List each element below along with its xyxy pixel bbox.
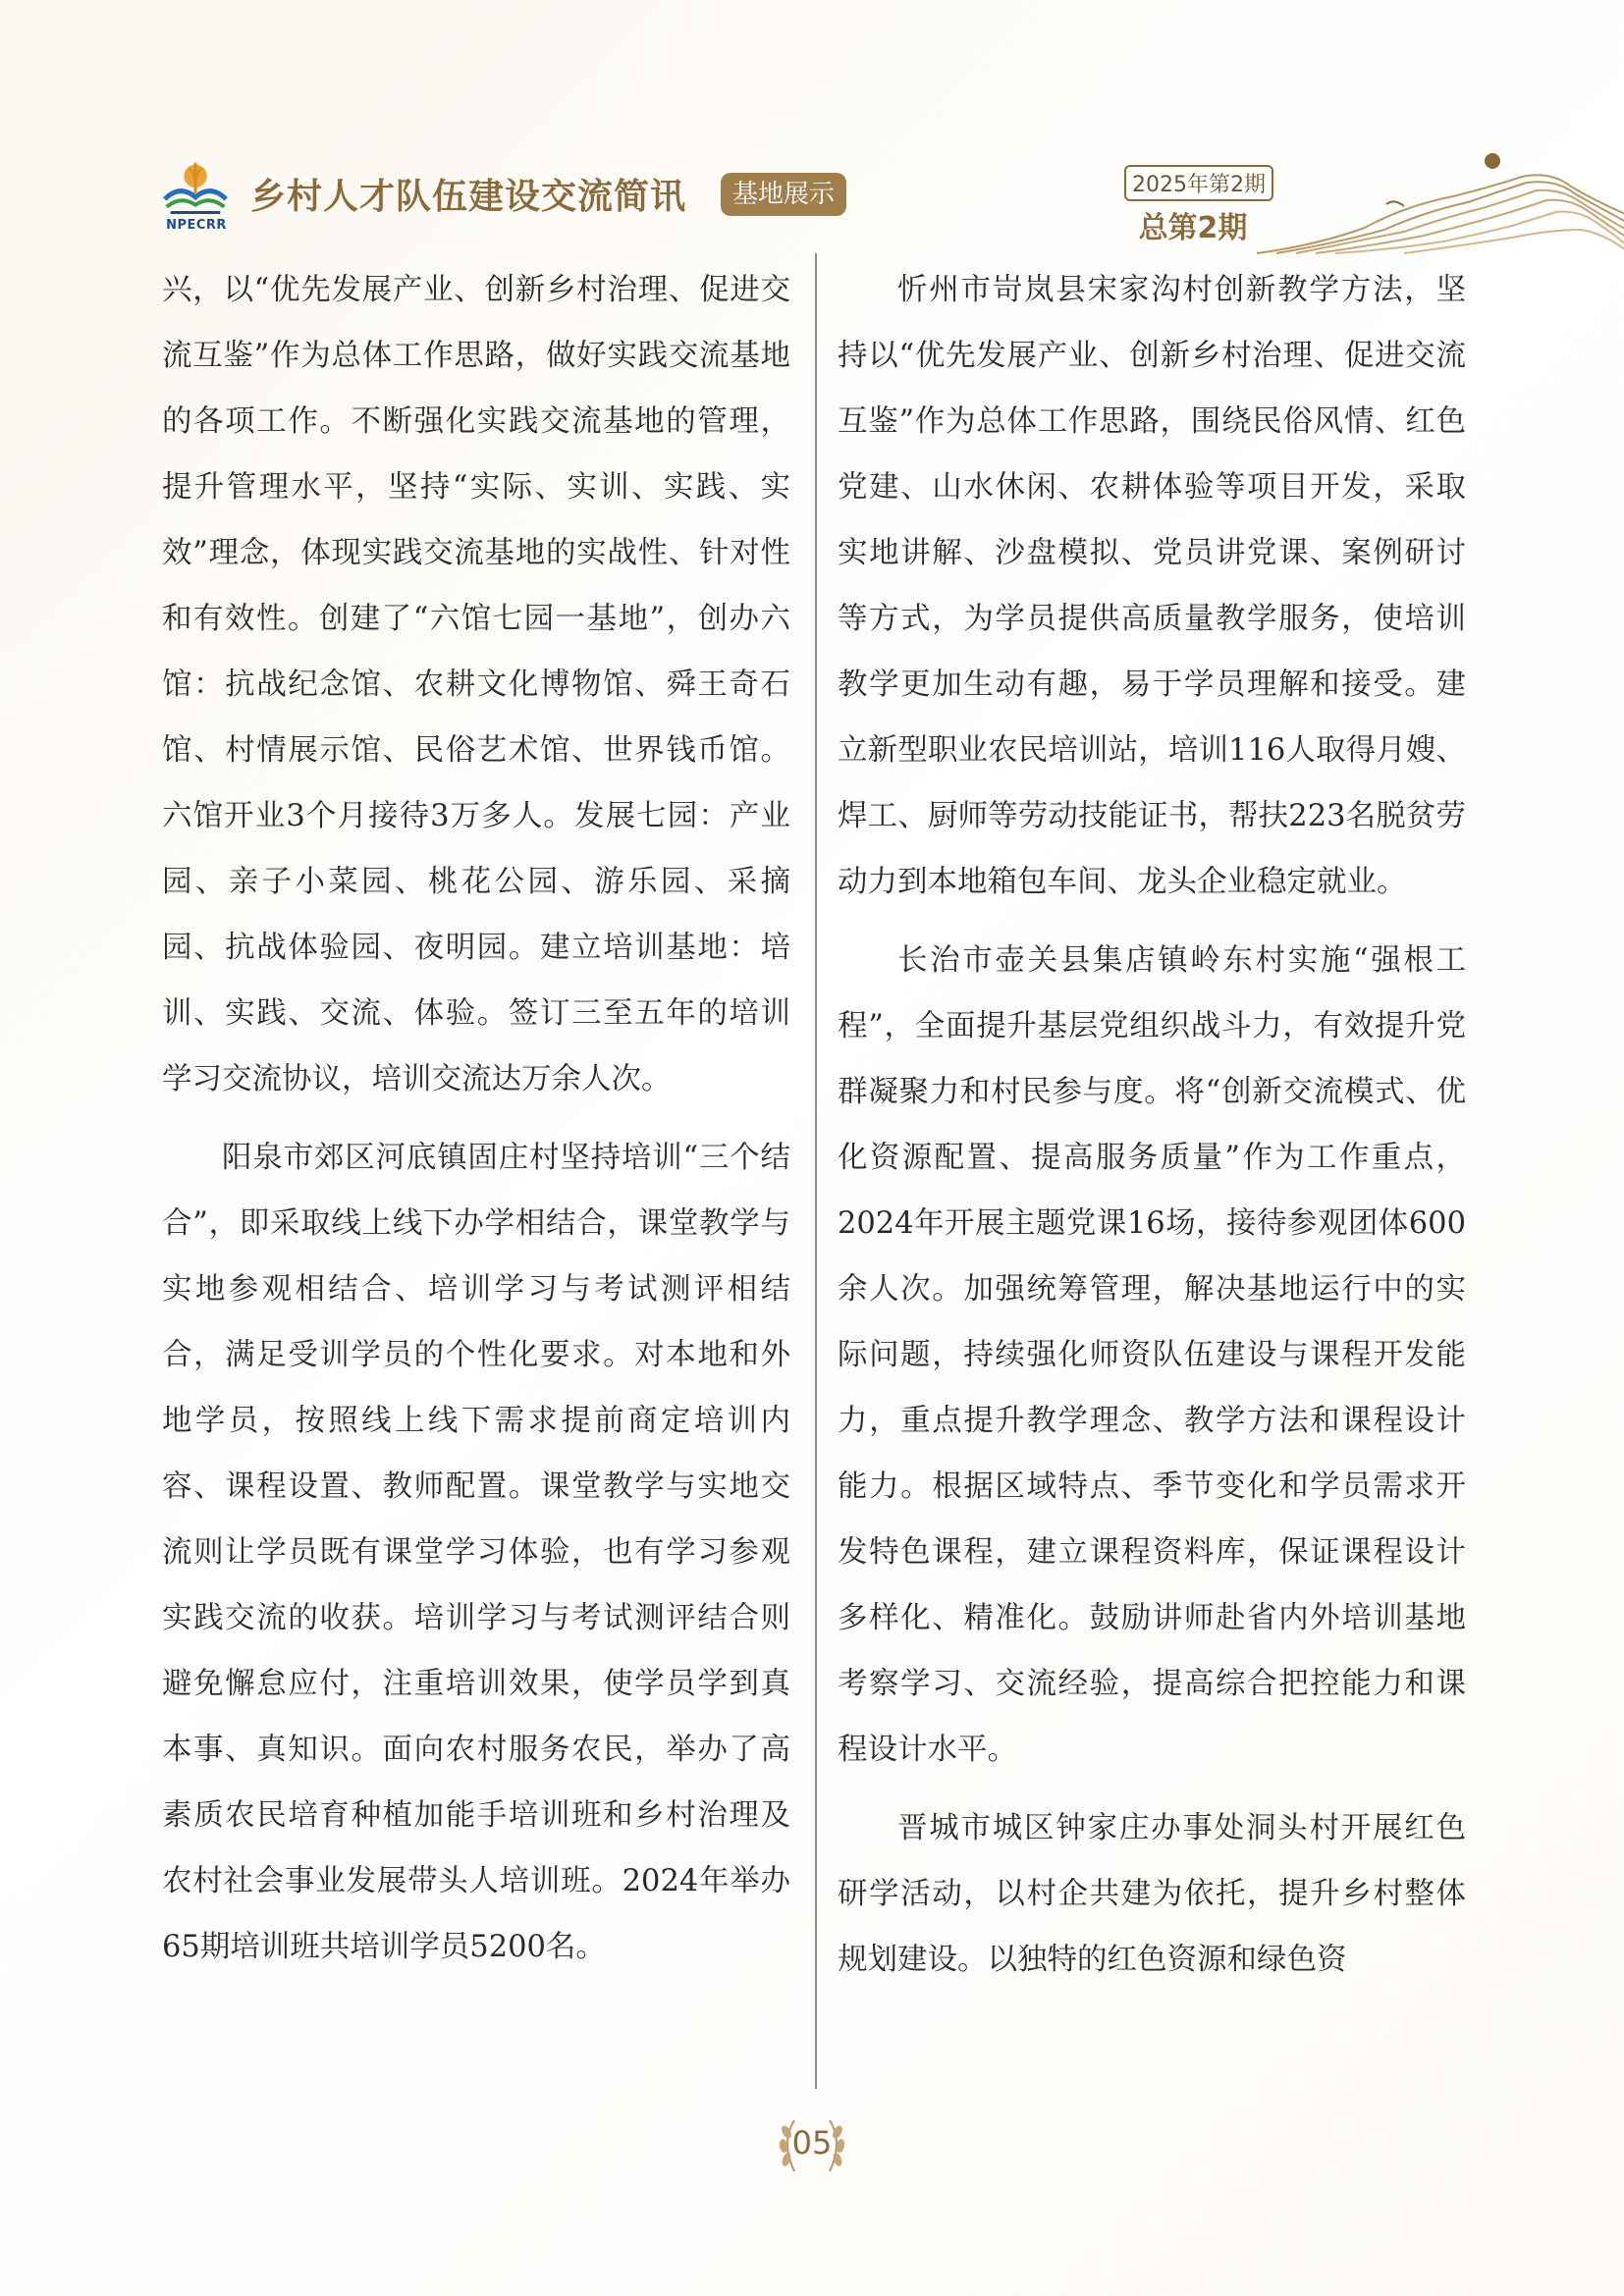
page-header (157, 147, 1473, 255)
paragraph: 晋城市城区钟家庄办事处洞头村开展红色研学活动，以村企共建为依托，提升乡村整体规划建设。以独特的红色资源和绿色资 (838, 1811, 1466, 1977)
section-badge: 基地展示 (721, 173, 846, 216)
paragraph: 阳泉市郊区河底镇固庄村坚持培训“三个结合”，即采取线上线下办学相结合，课堂教学与实地参观相结合、培训学习与考试测评相结合，满足受训学员的个性化要求。对本地和外地学员，按照线上线下需求提前商定培训内容、课程设置、教师配置。课堂教学与实地交流则让学员既有课堂学习体验，也有学习参观实践交流的收获。培训学习与考试测评结合则避免懈怠应付，注重培训效果，使学员学到真本事、真知识。面向农村服务农民，举办了高素质农民培育种植加能手培训班和乡村治理及农村社会事业发展带头人培训班。2024年举办65期培训班共培训学员5200名。 (162, 1141, 790, 1964)
paragraph: 长治市壶关县集店镇岭东村实施“强根工程”，全面提升基层党组织战斗力，有效提升党群凝聚力和村民参与度。将“创新交流模式、优化资源配置、提高服务质量”作为工作重点，2024年开展主题党课16场，接待参观团体600余人次。加强统筹管理，解决基地运行中的实际问题，持续强化师资队伍建设与课程开发能力，重点提升教学理念、教学方法和课程设计能力。根据区域特点、季节变化和学员需求开发特色课程，建立课程资料库，保证课程设计多样化、精准化。鼓励讲师赴省内外培训基地考察学习、交流经验，提高综合把控能力和课程设计水平。 (838, 943, 1466, 1767)
left-column (162, 257, 790, 1993)
column-divider (815, 253, 817, 2089)
issue-info (1124, 165, 1266, 246)
mountain-decoration-icon (1257, 147, 1624, 255)
logo-text: NPECRR (166, 218, 227, 233)
paragraph: 忻州市岢岚县宋家沟村创新教学方法，坚持以“优先发展产业、创新乡村治理、促进交流互鉴”作为总体工作思路，围绕民俗风情、红色党建、山水休闲、农耕体验等项目开发，采取实地讲解、沙盘模拟、党员讲党课、案例研讨等方式，为学员提供高质量教学服务，使培训教学更加生动有趣，易于学员理解和接受。建立新型职业农民培训站，培训116人取得月嫂、焊工、厨师等劳动技能证书，帮扶223名脱贫劳动力到本地箱包车间、龙头企业稳定就业。 (838, 273, 1466, 899)
issue-total-label: 总第2期 (1138, 211, 1248, 245)
page-number (773, 2112, 851, 2181)
paragraph: 兴，以“优先发展产业、创新乡村治理、促进交流互鉴”作为总体工作思路，做好实践交流基地的各项工作。不断强化实践交流基地的管理，提升管理水平，坚持“实际、实训、实践、实效”理念，体现实践交流基地的实战性、针对性和有效性。创建了“六馆七园一基地”，创办六馆：抗战纪念馆、农耕文化博物馆、舜王奇石馆、村情展示馆、民俗艺术馆、世界钱币馆。六馆开业3个月接待3万多人。发展七园：产业园、亲子小菜园、桃花公园、游乐园、采摘园、抗战体验园、夜明园。建立培训基地：培训、实践、交流、体验。签订三至五年的培训学习交流协议，培训交流达万余人次。 (162, 273, 790, 1096)
page-number-text: 05 (791, 2124, 833, 2162)
right-column (838, 257, 1466, 2005)
publication-title: 乡村人才队伍建设交流简讯 (250, 177, 687, 217)
issue-year-label: 2025年第2期 (1124, 165, 1273, 201)
